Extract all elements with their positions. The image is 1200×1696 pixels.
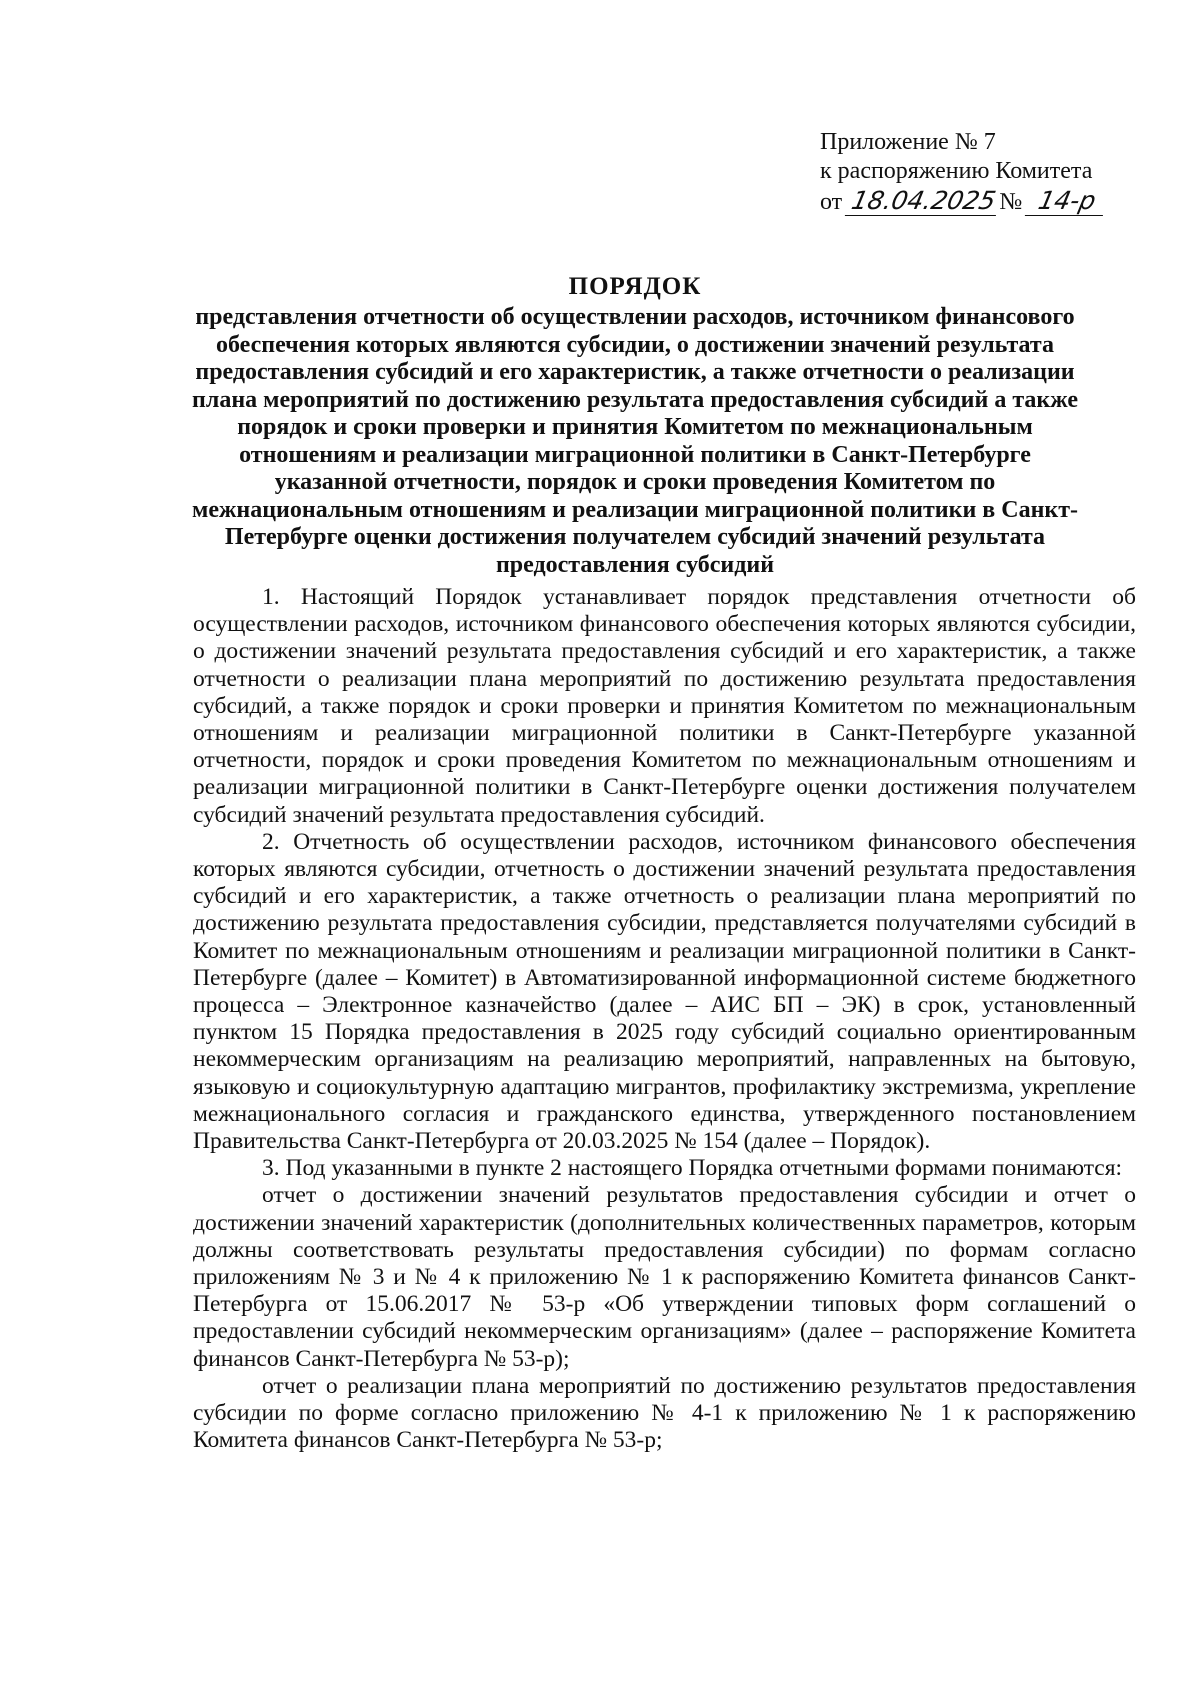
paragraph: отчет о реализации плана мероприятий по достижению результатов предоставления субсидии по форме согласно приложению № 4-1 к приложению № 1 к распоряжению Комитета финансов Санкт-Петербурга № 53-р; — [193, 1372, 1136, 1454]
date-prefix: от — [820, 189, 843, 215]
paragraph: 3. Под указанными в пункте 2 настоящего Порядка отчетными формами понимаются: — [262, 1155, 1123, 1182]
appendix-block — [820, 128, 1160, 217]
paragraph: 1. Настоящий Порядок устанавливает порядок представления отчетности об осуществлении расходов, источником финансового обеспечения которых являются субсидии, о достижении значений результата предоставления субсидий и его характеристик, а также отчетности о реализации плана мероприятий по достижению результата предоставления субсидий, а также порядок и сроки проверки и принятия Комитетом по межнациональным отношениям и реализации миграционной политики в Санкт-Петербурге указанной отчетности, порядок и сроки проведения Комитетом по межнациональным отношениям и реализации миграционной политики в Санкт-Петербурге оценки достижения получателем субсидий значений результата предоставления субсидий. — [193, 584, 1136, 828]
appendix-line: к распоряжению Комитета — [820, 158, 1093, 184]
document-body — [193, 584, 1136, 1455]
title-heading: ПОРЯДОК — [568, 273, 702, 300]
handwritten-date: 18.04.2025 — [845, 186, 1003, 216]
handwritten-number: 14-р — [1025, 186, 1109, 216]
title-subtitle: представления отчетности об осуществлении расходов, источником финансового обеспечения которых являются субсидии, о достижении значений результата предоставления субсидий и его характеристик, а также отчетности о реализации плана мероприятий по достижению результата предоставления субсидий а также порядок и сроки проверки и принятия Комитетом по межнациональным отношениям и реализации миграционной политики в Санкт-Петербурге указанной отчетности, порядок и сроки проведения Комитетом по межнациональным отношениям и реализации миграционной политики в Санкт-Петербурге оценки достижения получателем субсидий значений результата предоставления субсидий — [191, 304, 1079, 578]
appendix-line: Приложение № 7 — [820, 129, 996, 155]
document-title — [190, 272, 1080, 579]
paragraph: отчет о достижении значений результатов предоставления субсидии и отчет о достижении значений характеристик (дополнительных количественных параметров, которым должны соответствовать результаты предоставления субсидии) по формам согласно приложениям № 3 и № 4 к приложению № 1 к распоряжению Комитета финансов Санкт-Петербурга от 15.06.2017 № 53-р «Об утверждении типовых форм соглашений о предоставлении субсидий некоммерческим организациям» (далее – распоряжение Комитета финансов Санкт-Петербурга № 53-р); — [193, 1182, 1136, 1372]
number-sign: № — [999, 189, 1023, 215]
appendix-date-line — [820, 186, 1160, 217]
paragraph: 2. Отчетность об осуществлении расходов, источником финансового обеспечения которых являются субсидии, отчетность о достижении значений результата предоставления субсидий и его характеристик, а также отчетность о реализации плана мероприятий по достижению результата предоставления субсидии, представляется получателями субсидий в Комитет по межнациональным отношениям и реализации миграционной политики в Санкт-Петербурге (далее – Комитет) в Автоматизированной информационной системе бюджетного процесса – Электронное казначейство (далее – АИС БП – ЭК) в срок, установленный пунктом 15 Порядка предоставления в 2025 году субсидий социально ориентированным некоммерческим организациям на реализацию мероприятий, направленных на бытовую, языковую и социокультурную адаптацию мигрантов, профилактику экстремизма, укрепление межнационального согласия и гражданского единства, утвержденного постановлением Правительства Санкт-Петербурга от 20.03.2025 № 154 (далее – Порядок). — [193, 828, 1136, 1155]
